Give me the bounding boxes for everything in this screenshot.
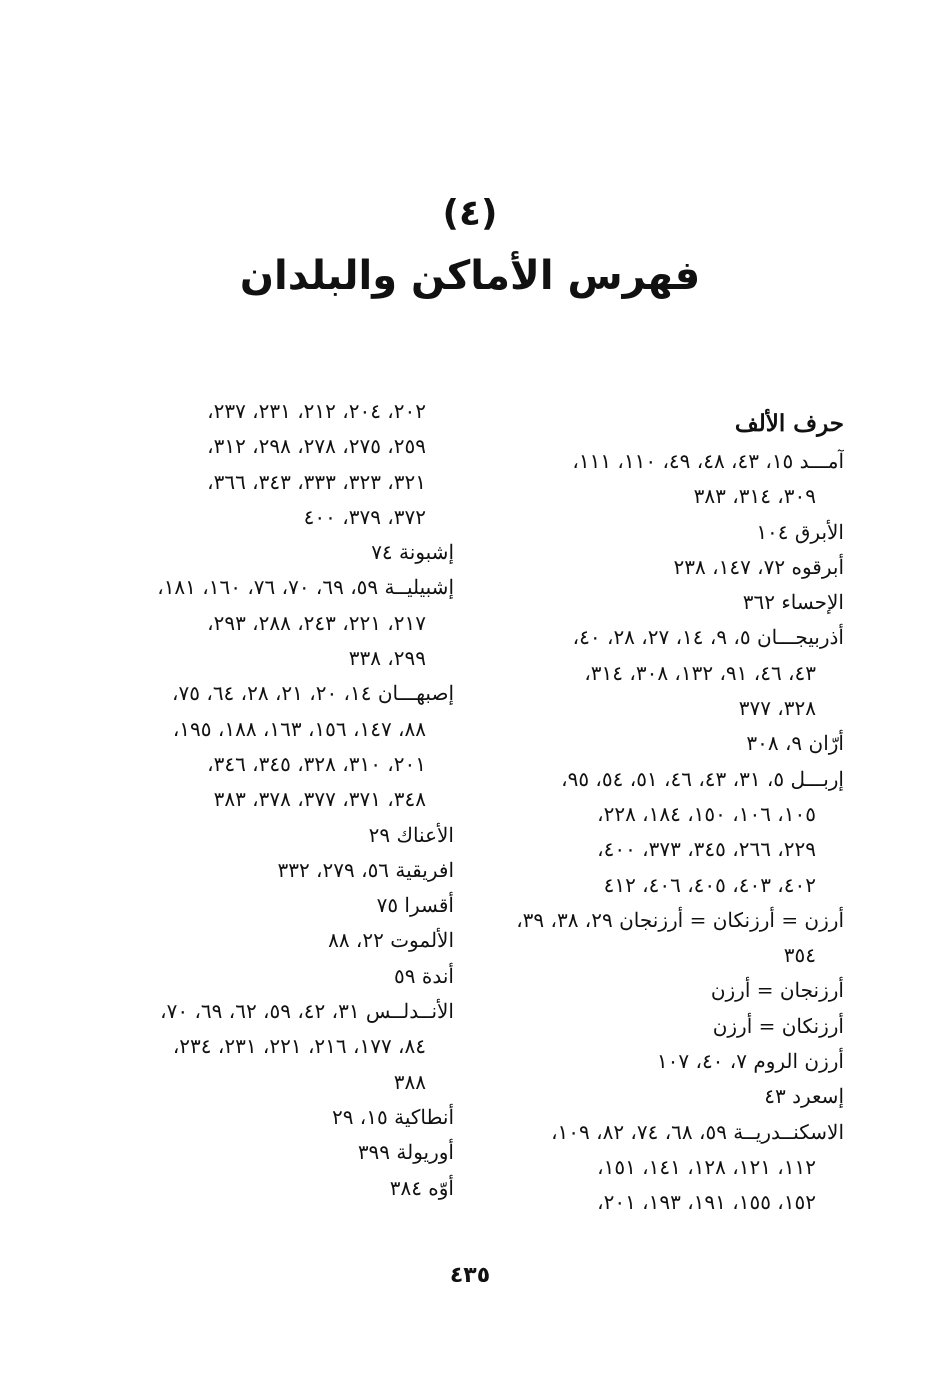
index-entry: أرزن = أرزنكان = أرزنجان ٢٩، ٣٨، ٣٩،: [516, 907, 844, 932]
index-entry-continuation: ٢٠١، ٣١٠، ٣٢٨، ٣٤٥، ٣٤٦،: [207, 751, 426, 776]
index-entry: إربـــل ٥، ٣١، ٤٣، ٤٦، ٥١، ٥٤، ٩٥،: [561, 766, 844, 791]
index-entry-continuation: ٣٨٨: [393, 1069, 426, 1094]
index-entry-continuation: ٨٤، ١٧٧، ٢١٦، ٢٢١، ٢٣١، ٢٣٤،: [172, 1034, 426, 1059]
index-entry-continuation: ٨٨، ١٤٧، ١٥٦، ١٦٣، ١٨٨، ١٩٥،: [172, 716, 426, 741]
index-entry: إشبونة ٧٤: [371, 540, 454, 565]
index-entry: أبرقوه ٧٢، ١٤٧، ٢٣٨: [673, 554, 844, 579]
index-column-left: [90, 394, 454, 1206]
index-entry: افريقية ٥٦، ٢٧٩، ٣٣٢: [277, 857, 454, 882]
index-entry-continuation: ٢١٧، ٢٢١، ٢٤٣، ٢٨٨، ٢٩٣،: [207, 610, 426, 635]
index-entry: أوّه ٣٨٤: [389, 1175, 454, 1200]
index-entry: أنطاكية ١٥، ٢٩: [331, 1104, 454, 1129]
index-entry: الألموت ٢٢، ٨٨: [328, 928, 454, 953]
index-entry-continuation: ٣٤٨، ٣٧١، ٣٧٧، ٣٧٨، ٣٨٣: [213, 787, 426, 812]
index-entry: أرزن الروم ٧، ٤٠، ١٠٧: [656, 1049, 844, 1074]
index-entry-continuation: ١٠٥، ١٠٦، ١٥٠، ١٨٤، ٢٢٨،: [597, 801, 816, 826]
index-entry-continuation: ١١٢، ١٢١، ١٢٨، ١٤١، ١٥١،: [597, 1154, 816, 1179]
index-entry: آمـــد ١٥، ٤٣، ٤٨، ٤٩، ١١٠، ١١١،: [572, 449, 844, 473]
index-entry: الأعناك ٢٩: [368, 822, 454, 847]
letter-heading: حرف الألف: [734, 410, 844, 437]
index-entry: إصبهـــان ١٤، ٢٠، ٢١، ٢٨، ٦٤، ٧٥،: [172, 681, 454, 706]
index-entry-continuation: ٤٣، ٤٦، ٩١، ١٣٢، ٣٠٨، ٣١٤،: [584, 660, 816, 685]
index-entry: إسعرد ٤٣: [764, 1084, 844, 1109]
page-number: ٤٣٥: [449, 1263, 491, 1288]
index-entry: الاسكنــدريــة ٥٩، ٦٨، ٧٤، ٨٢، ١٠٩،: [551, 1119, 844, 1144]
index-entry: أرزنكان = أرزن: [712, 1013, 844, 1038]
index-entry-continuation: ٣٢٨، ٣٧٧: [738, 696, 816, 721]
index-entry: الأبرق ١٠٤: [756, 519, 844, 544]
index-entry: أقسرا ٧٥: [376, 893, 454, 918]
index-entry: أرزنجان = أرزن: [710, 978, 844, 1003]
index-entry-continuation: ٢٢٩، ٢٦٦، ٣٤٥، ٣٧٣، ٤٠٠،: [597, 837, 816, 862]
index-entry-continuation: ٢٩٩، ٣٣٨: [348, 646, 426, 671]
index-entry-continuation: ٣٠٩، ٣١٤، ٣٨٣: [693, 484, 816, 509]
index-entry: الأنــدلــس ٣١، ٤٢، ٥٩، ٦٢، ٦٩، ٧٠،: [160, 999, 454, 1024]
index-entry-continuation: ٣٧٢، ٣٧٩، ٤٠٠: [303, 504, 426, 529]
index-entry: الإحساء ٣٦٢: [742, 590, 844, 615]
index-entry: أندة ٥٩: [394, 963, 454, 988]
index-entry-continuation: ٤٠٢، ٤٠٣، ٤٠٥، ٤٠٦، ٤١٢: [603, 872, 816, 897]
index-column-right: [488, 394, 844, 1221]
index-entry-continuation: ١٥٢، ١٥٥، ١٩١، ١٩٣، ٢٠١،: [597, 1190, 816, 1215]
index-entry-continuation: ٢٥٩، ٢٧٥، ٢٧٨، ٢٩٨، ٣١٢،: [207, 434, 426, 459]
index-entry-continuation: ٣٥٤: [783, 943, 816, 968]
index-entry-continuation: ٢٠٢، ٢٠٤، ٢١٢، ٢٣١، ٢٣٧،: [207, 399, 426, 423]
index-entry: إشبيليــة ٥٩، ٦٩، ٧٠، ٧٦، ١٦٠، ١٨١،: [157, 575, 454, 600]
section-number: (٤): [442, 193, 498, 234]
page-title: فهرس الأماكن والبلدان: [239, 253, 701, 299]
index-entry: أذربيجـــان ٥، ٩، ١٤، ٢٧، ٢٨، ٤٠،: [572, 625, 844, 650]
index-entry: أوريولة ٣٩٩: [357, 1140, 454, 1165]
index-entry-continuation: ٣٢١، ٣٢٣، ٣٣٣، ٣٤٣، ٣٦٦،: [207, 469, 426, 494]
index-entry: أرّان ٩، ٣٠٨: [746, 731, 844, 756]
